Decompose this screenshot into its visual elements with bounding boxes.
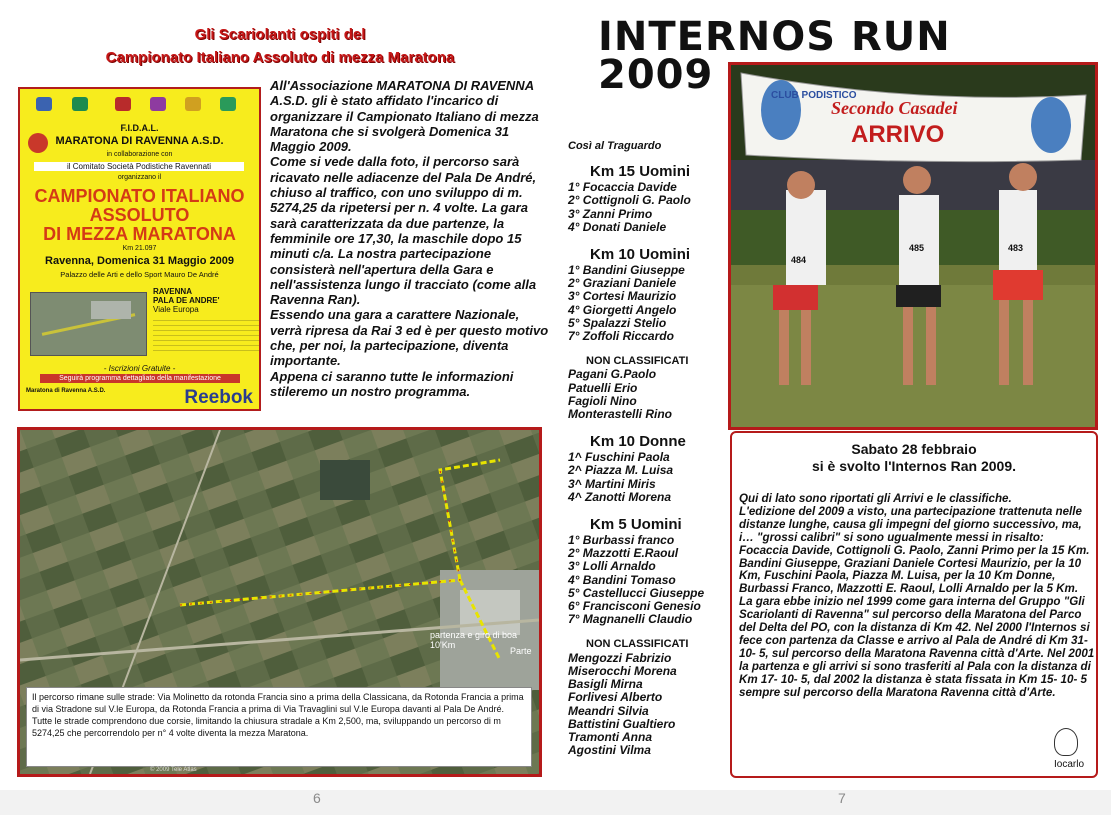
poster-fidal: F.I.D.A.L. — [120, 123, 159, 133]
bib-number: 483 — [1008, 243, 1024, 253]
crest-icon-3 — [185, 97, 201, 111]
poster-collab1: in collaborazione con — [106, 151, 173, 158]
article-paragraph: Appena ci saranno tutte le informazioni stileremo un nostro programma. — [270, 368, 514, 399]
result-entry: Battistini Gualtiero — [568, 716, 676, 731]
poster-title2: ASSOLUTO — [89, 205, 190, 225]
poster-collab2: il Comitato Società Podistiche Ravennati — [34, 162, 244, 171]
article-paragraph: Come si vede dalla foto, il percorso sarà ricavato nelle adiacenze del Pala De André, chiuso al traffico, con uno sviluppo di m. 5274,25 da ripetersi per n. 4 volte. La gara sarà caratterizzata da due partenze, la femminile ore 17,30, la maschile dopo 15 minuti c/a. La nostra partecipazione consisterà nell'apertura della Gara e nell'assistenza lungo il tracciato (come alla Ravenna Ran). — [270, 154, 537, 308]
article-paragraph: Essendo una gara a carattere Nazionale, verrà ripresa da Rai 3 ed è per questo motivo che, per noi, la partecipazione, diventa importante. — [270, 307, 549, 369]
result-entry: 3^ Martini Miris — [568, 476, 656, 491]
article-text — [270, 78, 550, 399]
poster-place2: PALA DE ANDRE' — [153, 296, 220, 305]
poster-title1: CAMPIONATO ITALIANO — [34, 186, 245, 206]
bottom-strip — [0, 790, 1111, 815]
poster-place — [153, 287, 259, 352]
reebok-logo: Reebok — [184, 387, 253, 408]
result-entry: 6° Francisconi Genesio — [568, 599, 701, 614]
result-entry: 4° Donati Daniele — [568, 219, 667, 234]
banner-top: CLUB PODISTICO — [771, 90, 857, 101]
story-heading — [732, 441, 1096, 475]
poster-place3: Viale Europa — [153, 305, 199, 314]
result-entry: 4^ Zanotti Morena — [568, 489, 672, 504]
section-title: Km 5 Uomini — [590, 516, 682, 534]
crest-icon-2 — [150, 97, 166, 111]
poster-iscrizioni: - Iscrizioni Gratuite - — [103, 364, 176, 373]
result-entry: Patuelli Erio — [568, 380, 638, 395]
banner-name: Secondo Casadei — [831, 98, 958, 118]
result-entry: 7° Zoffoli Riccardo — [568, 329, 674, 344]
result-entry: 1° Focaccia Davide — [568, 180, 677, 195]
finish-line-photo — [728, 62, 1098, 430]
poster-collab3: organizzano il — [117, 174, 162, 181]
story-paragraph: L'edizione del 2009 a visto, una partecipazione trattenuta nelle distanze lunghe, causa gli impegni del giorno successivo, ma, i… "grossi calibri" si sono ugualmente messi in risalto: Focaccia Davide, Cottignoli G. Paolo, Zanni Primo per la 15 Km. Bandini Giuseppe, Graziani Daniele Cortesi Maurizio, per la 10 Km, Fuschini Paola, Piazza M. Luisa, per la 10 Km Donne, Burbassi Franco, Mazzotti E. Raoul, Lolli Arnaldo per la 5 Km. — [739, 504, 1090, 596]
section-title: Km 15 Uomini — [590, 163, 691, 181]
story-box — [730, 431, 1098, 778]
bib-number: 485 — [909, 243, 925, 253]
page-number-right: 7 — [838, 790, 846, 806]
crest-icon — [115, 97, 131, 111]
result-entry: Forlivesi Alberto — [568, 690, 663, 705]
map-label: partenza e giro di boa 10'Km — [430, 630, 518, 650]
result-entry: 3° Zanni Primo — [568, 206, 653, 221]
poster-small-text — [153, 316, 259, 352]
banner-word: ARRIVO — [851, 121, 945, 148]
poster-footer: Maratona di Ravenna A.S.D. — [26, 388, 106, 394]
event-poster — [18, 87, 261, 411]
section-title: Km 10 Donne — [590, 433, 686, 451]
result-entry: 4° Bandini Tomaso — [568, 572, 676, 587]
logo-icon-2 — [220, 97, 236, 111]
result-entry: Basigli Mirna — [568, 677, 643, 692]
result-entry: 5° Castellucci Giuseppe — [568, 585, 705, 600]
result-entry: Fagioli Nino — [568, 393, 637, 408]
result-entry: Monterastelli Rino — [568, 407, 673, 422]
result-entry: 1° Bandini Giuseppe — [568, 263, 685, 278]
signature: Iocarlo — [1053, 759, 1084, 770]
result-entry: 3° Cortesi Maurizio — [568, 289, 677, 304]
story-body — [739, 493, 1095, 700]
section-title: Km 10 Uomini — [590, 246, 691, 264]
story-paragraph: Qui di lato sono riportati gli Arrivi e le classifiche. — [739, 492, 1012, 505]
non-classified-label: NON CLASSIFICATI — [586, 638, 689, 651]
result-entry: 3° Lolli Arnaldo — [568, 559, 656, 574]
poster-date: Ravenna, Domenica 31 Maggio 2009 — [45, 255, 234, 267]
caricature-icon — [1054, 728, 1078, 756]
result-entry: 2° Graziani Daniele — [568, 276, 677, 291]
result-entry: Pagani G.Paolo — [568, 367, 657, 382]
result-entry: 2° Cottignoli G. Paolo — [568, 193, 691, 208]
poster-venue: Palazzo delle Arti e dello Sport Mauro De André — [60, 270, 219, 279]
result-entry: Mengozzi Fabrizio — [568, 650, 672, 665]
poster-place1: RAVENNA — [153, 287, 192, 296]
story-heading-line1: Sabato 28 febbraio — [851, 441, 977, 457]
results-intro: Così al Traguardo — [568, 140, 662, 152]
result-entry: 1° Burbassi franco — [568, 533, 675, 548]
story-heading-line2: si è svolto l'Internos Ran 2009. — [811, 458, 1017, 474]
poster-aerial-photo — [30, 292, 147, 356]
poster-km: Km 21.097 — [122, 245, 157, 252]
story-paragraph: La gara ebbe inizio nel 1999 come gara interna del Gruppo "Gli Scariolanti di Ravenna" sul percorso della Maratona del Parco del Delta del PO, con la distanza di Km 42. Nel 2000 l'Internos si fece con partenza da Classe e arrivo al Pala de André di Km 31- 10- 5, sul percorso della Maratona Ravenna città d'Arte. Nel 2001 la partenza e gli arrivi si sono trasferiti al Pala con la distanza di Km 17- 10- 5, dal 2002 la distanza è stata fissata in Km 15- 10- 5 sempre sul percorso della Maratona Ravenna città d'Arte. — [739, 595, 1095, 699]
result-entry: 5° Spalazzi Stelio — [568, 315, 667, 330]
title-line2: 2009 — [598, 52, 714, 98]
logo-icon — [36, 97, 52, 111]
map-caption: Il percorso rimane sulle strade: Via Molinetto da rotonda Francia sino a prima della Classicana, da Rotonda Francia a prima di via Stradone sul V.le Europa, da Rotonda Francia a prima di Via Travaglini sul V.le Europa davanti al Pala De André. Tutte le strade comprendono due corsie, limitando la chiusura stradale a Km 2,500, ma, sviluppando un percorso di m 5274,25 che percorrendolo per n° 4 volte diventa la mezza Maratona. — [26, 687, 532, 767]
page-number-left: 6 — [313, 790, 321, 806]
result-entry: Tramonti Anna — [568, 729, 653, 744]
result-entry: Meandri Silvia — [568, 703, 649, 718]
article-paragraph: All'Associazione MARATONA DI RAVENNA A.S.D. gli è stato affidato l'incarico di organizzare il Campionato Italiano di mezza Maratona che si svolgerà Domenica 31 Maggio 2009. — [270, 78, 539, 155]
result-entry: Agostini Vilma — [568, 743, 651, 758]
result-entry: 1^ Fuschini Paola — [568, 450, 670, 465]
result-entry: 4° Giorgetti Angelo — [568, 302, 677, 317]
poster-follow: Seguirà programma dettagliato della manifestazione — [40, 374, 240, 383]
left-heading-line1: Gli Scariolanti ospiti del — [194, 26, 366, 43]
bib-number: 484 — [791, 255, 807, 265]
non-classified-label: NON CLASSIFICATI — [586, 355, 689, 368]
results-column — [568, 140, 738, 757]
result-entry: 2^ Piazza M. Luisa — [568, 463, 674, 478]
result-entry: Miserocchi Morena — [568, 663, 677, 678]
title-line1: INTERNOS RUN — [598, 14, 951, 60]
coni-logo-icon — [72, 97, 88, 111]
poster-title3: DI MEZZA MARATONA — [43, 224, 236, 244]
left-heading-line2: Campionato Italiano Assoluto di mezza Maratona — [105, 49, 455, 66]
map-label-2: Parte — [510, 646, 532, 656]
map-credit: © 2009 Tele Atlas — [150, 767, 197, 773]
result-entry: 7° Magnanelli Claudio — [568, 612, 693, 627]
result-entry: 2° Mazzotti E.Raoul — [568, 546, 679, 561]
poster-org: MARATONA DI RAVENNA A.S.D. — [55, 135, 224, 147]
